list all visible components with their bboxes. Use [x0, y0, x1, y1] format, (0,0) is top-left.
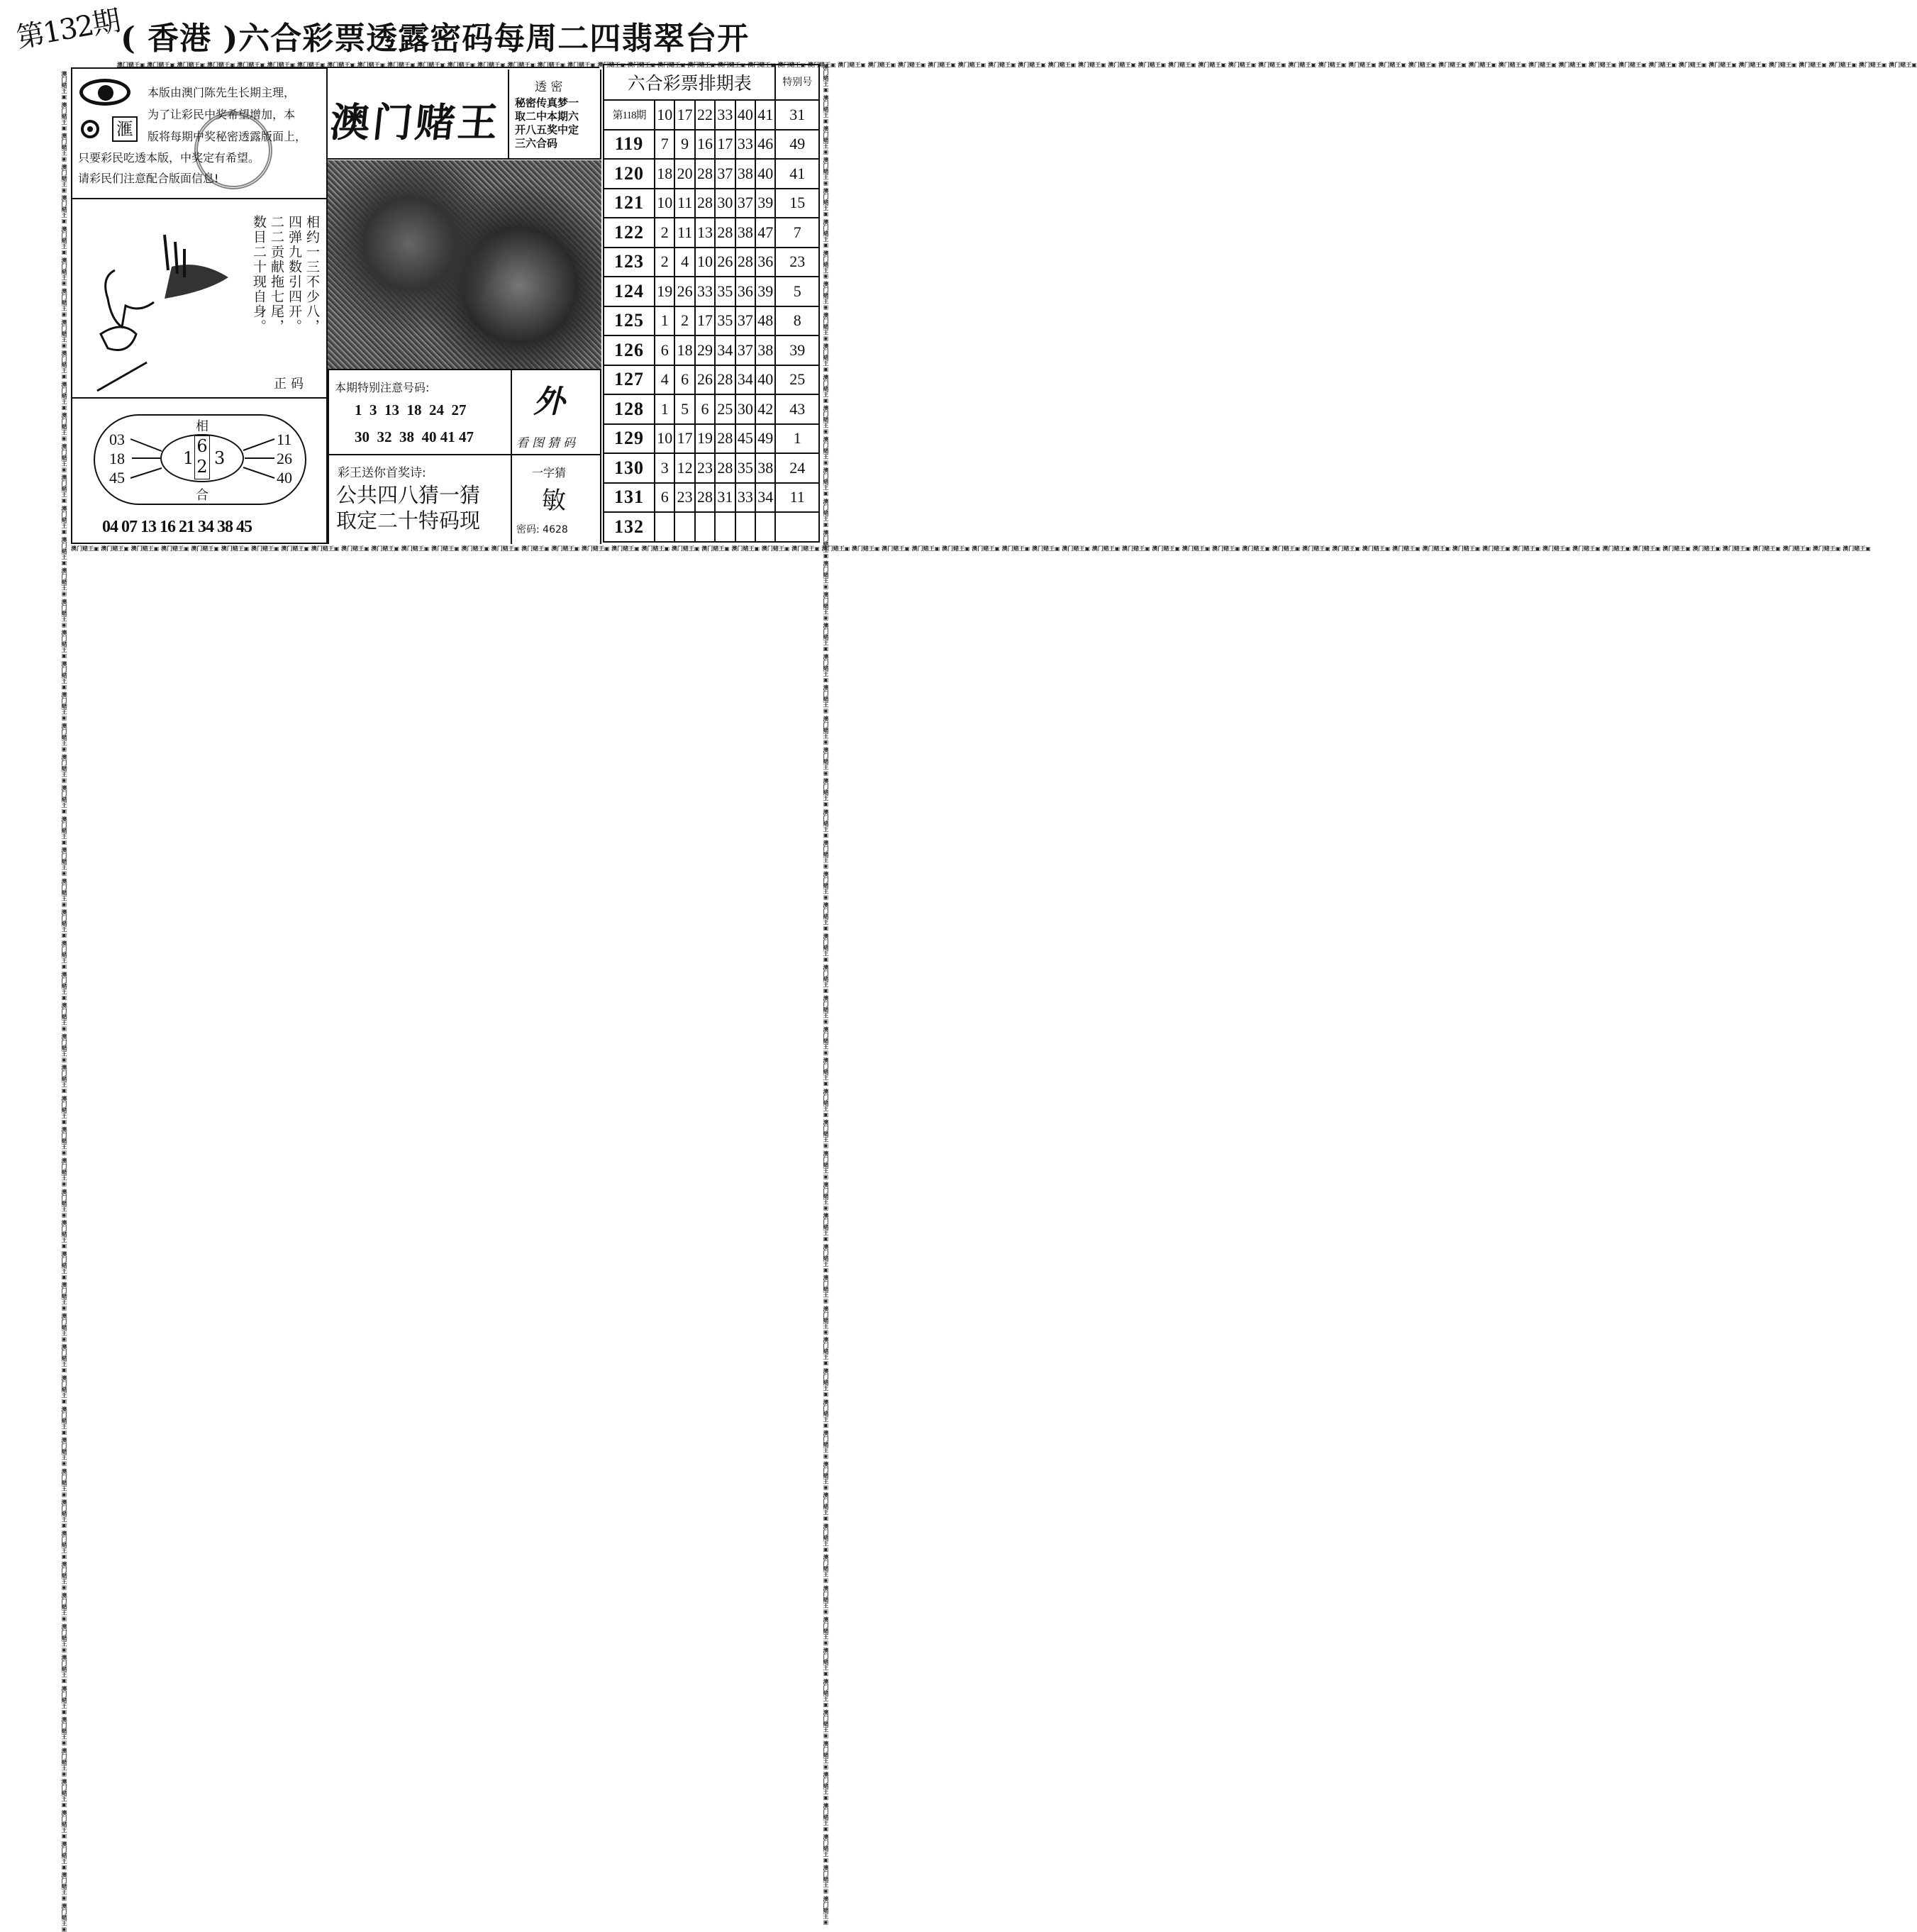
poem-column: 二二贡献拖七尾， [269, 215, 284, 334]
number-cell: 33 [715, 100, 735, 130]
center-box [194, 435, 210, 479]
eye-icon [79, 79, 130, 106]
number-cell: 17 [695, 306, 715, 336]
period-cell: 122 [604, 218, 655, 248]
number-cell: 18 [655, 159, 674, 189]
prize-poem-line: 取定二十特码现 [336, 509, 481, 533]
schedule-row [604, 335, 819, 365]
number-cell: 38 [755, 453, 775, 483]
number-cell: 41 [755, 100, 775, 130]
secret-panel [508, 70, 601, 160]
poem-column: 数目二十现自身。 [251, 215, 267, 334]
number-cell: 37 [715, 159, 735, 189]
number-cell: 5 [674, 394, 694, 424]
number-cell: 2 [655, 218, 674, 248]
special-number-cell: 15 [775, 189, 819, 218]
special-number-cell: 43 [775, 394, 819, 424]
number-cell: 3 [655, 453, 674, 483]
number-cell: 19 [695, 424, 715, 454]
number-cell: 18 [674, 335, 694, 365]
number-cell: 35 [715, 306, 735, 336]
period-cell: 130 [604, 453, 655, 483]
special-number-cell: 49 [775, 130, 819, 160]
border-strip-right: 澳门赌王▣ 澳门赌王▣ 澳门赌王▣ 澳门赌王▣ 澳门赌王▣ 澳门赌王▣ 澳门赌王▣ 澳门赌王▣ 澳门赌王▣ 澳门赌王▣ 澳门赌王▣ 澳门赌王▣ 澳门赌王▣ 澳门赌王▣ 澳门赌王▣ 澳门赌王▣ 澳门赌王▣ 澳门赌王▣ 澳门赌王▣ 澳门赌王▣ 澳门赌王▣ 澳门赌王▣ 澳门赌王▣ 澳门赌王▣ 澳门赌王▣ 澳门赌王▣ 澳门赌王▣ 澳门赌王▣ 澳门赌王▣ 澳门赌王▣ 澳门赌王▣ 澳门赌王▣ 澳门赌王▣ 澳门赌王▣ 澳门赌王▣ 澳门赌王▣ 澳门赌王▣ 澳门赌王▣ 澳门赌王▣ 澳门赌王▣ 澳门赌王▣ 澳门赌王▣ 澳门赌王▣ 澳门赌王▣ 澳门赌王▣ 澳门赌王▣ 澳门赌王▣ 澳门赌王▣ 澳门赌王▣ 澳门赌王▣ 澳门赌王▣ 澳门赌王▣ 澳门赌王▣ 澳门赌王▣ 澳门赌王▣ 澳门赌王▣ 澳门赌王▣ 澳门赌王▣ 澳门赌王▣ 澳门赌王▣ [823, 64, 829, 1926]
number-cell: 20 [674, 159, 694, 189]
intro-lines-top [148, 82, 325, 148]
border-strip-bottom: 澳门赌王▣ 澳门赌王▣ 澳门赌王▣ 澳门赌王▣ 澳门赌王▣ 澳门赌王▣ 澳门赌王▣ 澳门赌王▣ 澳门赌王▣ 澳门赌王▣ 澳门赌王▣ 澳门赌王▣ 澳门赌王▣ 澳门赌王▣ 澳门赌王▣ 澳门赌王▣ 澳门赌王▣ 澳门赌王▣ 澳门赌王▣ 澳门赌王▣ 澳门赌王▣ 澳门赌王▣ 澳门赌王▣ 澳门赌王▣ 澳门赌王▣ 澳门赌王▣ 澳门赌王▣ 澳门赌王▣ 澳门赌王▣ 澳门赌王▣ 澳门赌王▣ 澳门赌王▣ 澳门赌王▣ 澳门赌王▣ 澳门赌王▣ 澳门赌王▣ 澳门赌王▣ 澳门赌王▣ 澳门赌王▣ 澳门赌王▣ 澳门赌王▣ 澳门赌王▣ 澳门赌王▣ 澳门赌王▣ 澳门赌王▣ 澳门赌王▣ 澳门赌王▣ 澳门赌王▣ 澳门赌王▣ 澳门赌王▣ 澳门赌王▣ 澳门赌王▣ 澳门赌王▣ 澳门赌王▣ 澳门赌王▣ 澳门赌王▣ 澳门赌王▣ 澳门赌王▣ 澳门赌王▣ 澳门赌王▣ [71, 545, 1871, 552]
schedule-row [604, 306, 819, 336]
period-cell: 127 [604, 365, 655, 395]
schedule-row [604, 483, 819, 513]
number-cell [755, 512, 775, 542]
schedule-row [604, 365, 819, 395]
number-cell: 10 [655, 424, 674, 454]
cat-illustration [87, 213, 250, 384]
schedule-row [604, 189, 819, 218]
center-left-number: 1 [183, 448, 194, 468]
number-cell: 6 [655, 335, 674, 365]
intro-line: 为了让彩民中奖希望增加，本 [148, 108, 296, 121]
intro-line: 只要彩民吃透本版，中奖定有希望。 [78, 151, 260, 165]
picture-guess-glyph: 外 [533, 384, 565, 420]
number-cell: 1 [655, 306, 674, 336]
period-cell: 126 [604, 335, 655, 365]
number-cell: 39 [755, 189, 775, 218]
number-cell: 34 [715, 335, 735, 365]
number-cell: 30 [735, 394, 755, 424]
number-cell: 45 [735, 424, 755, 454]
number-cell: 16 [695, 130, 715, 160]
number-cell: 13 [695, 218, 715, 248]
number-cell: 26 [695, 365, 715, 395]
poem-panel [71, 198, 328, 399]
number-cell: 25 [715, 394, 735, 424]
period-cell: 125 [604, 306, 655, 336]
period-cell: 119 [604, 130, 655, 160]
target-icon [81, 120, 99, 138]
number-cell: 33 [735, 483, 755, 513]
period-cell: 132 [604, 512, 655, 542]
special-number-cell: 1 [775, 424, 819, 454]
poem-column: 相约一三不少八， [304, 215, 320, 334]
center-box-number: 6 [196, 436, 208, 456]
number-cell: 11 [674, 189, 694, 218]
schedule-title: 六合彩票排期表 [604, 65, 775, 100]
center-box-number: 2 [196, 457, 208, 477]
word-guess-char: 敏 [542, 487, 566, 515]
number-cell: 23 [695, 453, 715, 483]
period-cell: 第118期 [604, 100, 655, 130]
intro-panel [71, 67, 328, 199]
number-cell: 42 [755, 394, 775, 424]
schedule-row [604, 277, 819, 306]
period-cell: 121 [604, 189, 655, 218]
picture-guess-label: 看图猜码 [516, 436, 579, 450]
oval-numbers: 04 07 13 16 21 34 38 45 [102, 518, 252, 536]
number-cell: 36 [755, 248, 775, 277]
number-cell: 38 [755, 335, 775, 365]
number-cell: 23 [674, 483, 694, 513]
masthead-title: 澳门赌王 [328, 99, 504, 146]
oval-bottom-label: 合 [196, 488, 209, 503]
special-number-header: 特别号 [775, 65, 819, 100]
special-number-cell: 24 [775, 453, 819, 483]
number-cell: 10 [655, 189, 674, 218]
number-cell: 28 [715, 218, 735, 248]
number-cell: 36 [735, 277, 755, 306]
border-strip-top: 澳门赌王▣ 澳门赌王▣ 澳门赌王▣ 澳门赌王▣ 澳门赌王▣ 澳门赌王▣ 澳门赌王▣ 澳门赌王▣ 澳门赌王▣ 澳门赌王▣ 澳门赌王▣ 澳门赌王▣ 澳门赌王▣ 澳门赌王▣ 澳门赌王▣ 澳门赌王▣ 澳门赌王▣ 澳门赌王▣ 澳门赌王▣ 澳门赌王▣ 澳门赌王▣ 澳门赌王▣ 澳门赌王▣ 澳门赌王▣ 澳门赌王▣ 澳门赌王▣ 澳门赌王▣ 澳门赌王▣ 澳门赌王▣ 澳门赌王▣ 澳门赌王▣ 澳门赌王▣ 澳门赌王▣ 澳门赌王▣ 澳门赌王▣ 澳门赌王▣ 澳门赌王▣ 澳门赌王▣ 澳门赌王▣ 澳门赌王▣ 澳门赌王▣ 澳门赌王▣ 澳门赌王▣ 澳门赌王▣ 澳门赌王▣ 澳门赌王▣ 澳门赌王▣ 澳门赌王▣ 澳门赌王▣ 澳门赌王▣ 澳门赌王▣ 澳门赌王▣ 澳门赌王▣ 澳门赌王▣ 澳门赌王▣ 澳门赌王▣ 澳门赌王▣ 澳门赌王▣ 澳门赌王▣ 澳门赌王▣ [117, 62, 1917, 68]
schedule-row [604, 248, 819, 277]
prize-poem-title: 彩王送你首奖诗: [338, 466, 426, 480]
number-cell: 38 [735, 218, 755, 248]
schedule-row [604, 218, 819, 248]
number-cell: 4 [674, 248, 694, 277]
secret-line: 开八五奖中定 [515, 123, 579, 136]
prize-poem-panel [328, 454, 512, 544]
vertical-poem [250, 215, 321, 350]
number-cell: 37 [735, 335, 755, 365]
intro-line: 本版由澳门陈先生长期主理， [148, 86, 296, 99]
word-guess-code: 密码: 4628 [516, 524, 568, 535]
special-title: 本期特别注意号码: [335, 381, 430, 394]
prize-poem-line: 公共四八猜一猜 [336, 483, 481, 507]
number-cell: 22 [695, 100, 715, 130]
number-cell [735, 512, 755, 542]
special-number-cell: 23 [775, 248, 819, 277]
number-cell: 11 [674, 218, 694, 248]
period-cell: 131 [604, 483, 655, 513]
schedule-row [604, 453, 819, 483]
oval-top-label: 相 [196, 419, 209, 434]
number-cell: 31 [715, 483, 735, 513]
number-cell: 46 [755, 130, 775, 160]
number-cell: 49 [755, 424, 775, 454]
number-cell: 10 [695, 248, 715, 277]
number-cell: 9 [674, 130, 694, 160]
number-cell: 40 [755, 365, 775, 395]
photo-image [328, 160, 601, 369]
special-number-cell: 7 [775, 218, 819, 248]
poem-label: 正码 [274, 377, 308, 392]
picture-guess-panel [511, 369, 601, 455]
number-cell: 6 [695, 394, 715, 424]
number-cell: 40 [735, 100, 755, 130]
special-row-1: 1 3 13 18 24 27 [355, 401, 467, 418]
period-cell: 123 [604, 248, 655, 277]
number-cell: 28 [735, 248, 755, 277]
number-cell: 7 [655, 130, 674, 160]
period-cell: 128 [604, 394, 655, 424]
number-cell: 47 [755, 218, 775, 248]
number-cell: 34 [755, 483, 775, 513]
schedule-row [604, 512, 819, 542]
period-cell: 129 [604, 424, 655, 454]
number-cell: 29 [695, 335, 715, 365]
special-number-cell: 11 [775, 483, 819, 513]
border-strip-left: 澳门赌王▣ 澳门赌王▣ 澳门赌王▣ 澳门赌王▣ 澳门赌王▣ 澳门赌王▣ 澳门赌王▣ 澳门赌王▣ 澳门赌王▣ 澳门赌王▣ 澳门赌王▣ 澳门赌王▣ 澳门赌王▣ 澳门赌王▣ 澳门赌王▣ 澳门赌王▣ 澳门赌王▣ 澳门赌王▣ 澳门赌王▣ 澳门赌王▣ 澳门赌王▣ 澳门赌王▣ 澳门赌王▣ 澳门赌王▣ 澳门赌王▣ 澳门赌王▣ 澳门赌王▣ 澳门赌王▣ 澳门赌王▣ 澳门赌王▣ 澳门赌王▣ 澳门赌王▣ 澳门赌王▣ 澳门赌王▣ 澳门赌王▣ 澳门赌王▣ 澳门赌王▣ 澳门赌王▣ 澳门赌王▣ 澳门赌王▣ 澳门赌王▣ 澳门赌王▣ 澳门赌王▣ 澳门赌王▣ 澳门赌王▣ 澳门赌王▣ 澳门赌王▣ 澳门赌王▣ 澳门赌王▣ 澳门赌王▣ 澳门赌王▣ 澳门赌王▣ 澳门赌王▣ 澳门赌王▣ 澳门赌王▣ 澳门赌王▣ 澳门赌王▣ 澳门赌王▣ 澳门赌王▣ 澳门赌王▣ [61, 71, 67, 1932]
oval-panel [71, 397, 328, 544]
special-number-cell: 8 [775, 306, 819, 336]
number-cell: 34 [735, 365, 755, 395]
special-number-cell: 25 [775, 365, 819, 395]
secret-line: 取二中本期六 [515, 110, 579, 123]
number-cell: 28 [715, 424, 735, 454]
number-cell: 35 [715, 277, 735, 306]
number-cell: 28 [695, 189, 715, 218]
number-cell: 35 [735, 453, 755, 483]
number-cell: 26 [674, 277, 694, 306]
intro-line: 版将每期中奖秘密透露版面上， [148, 130, 307, 143]
period-cell: 120 [604, 159, 655, 189]
number-cell: 17 [715, 130, 735, 160]
number-cell: 19 [655, 277, 674, 306]
schedule-row [604, 394, 819, 424]
issue-number: 第132期 [13, 4, 122, 55]
number-cell: 4 [655, 365, 674, 395]
secret-line: 秘密传真梦一 [515, 96, 579, 109]
poem-column: 四弹九数引四开。 [287, 215, 302, 334]
schedule-row [604, 424, 819, 454]
number-cell: 30 [715, 189, 735, 218]
number-cell: 10 [655, 100, 674, 130]
special-number-cell: 5 [775, 277, 819, 306]
number-cell: 37 [735, 189, 755, 218]
schedule-table-wrap [603, 64, 821, 543]
center-right-number: 3 [214, 448, 226, 468]
schedule-row [604, 130, 819, 160]
schedule-row [604, 159, 819, 189]
special-numbers-panel [328, 369, 512, 455]
number-cell: 39 [755, 277, 775, 306]
right-number: 40 [277, 469, 292, 487]
number-cell: 28 [715, 453, 735, 483]
special-number-cell: 41 [775, 159, 819, 189]
period-cell: 124 [604, 277, 655, 306]
special-row-2: 30 32 38 40 41 47 [355, 428, 474, 445]
number-cell: 33 [735, 130, 755, 160]
number-cell: 6 [655, 483, 674, 513]
schedule-table [603, 64, 820, 543]
word-guess-title: 一字猜 [532, 466, 567, 479]
schedule-row [604, 100, 819, 130]
left-number: 03 [109, 431, 125, 448]
special-number-cell: 31 [775, 100, 819, 130]
number-cell: 6 [674, 365, 694, 395]
number-cell [655, 512, 674, 542]
right-number: 26 [277, 450, 292, 467]
number-cell: 28 [695, 159, 715, 189]
special-number-cell: 39 [775, 335, 819, 365]
secret-line: 三六合码 [515, 137, 558, 150]
number-cell: 28 [695, 483, 715, 513]
number-cell: 40 [755, 159, 775, 189]
masthead [326, 67, 508, 160]
secret-title: 透 密 [535, 80, 563, 94]
number-cell: 33 [695, 277, 715, 306]
intro-line: 请彩民们注意配合版面信息! [78, 172, 219, 185]
number-cell: 2 [655, 248, 674, 277]
number-cell: 26 [715, 248, 735, 277]
left-number: 45 [109, 469, 125, 487]
number-cell: 28 [715, 365, 735, 395]
left-number: 18 [109, 450, 125, 467]
schedule-header-row [604, 65, 819, 100]
number-cell: 1 [655, 394, 674, 424]
number-cell [695, 512, 715, 542]
word-guess-panel [512, 454, 601, 544]
stamp-glyph-icon: 滙 [112, 116, 138, 142]
special-number-cell [775, 512, 819, 542]
number-cell: 48 [755, 306, 775, 336]
number-cell: 17 [674, 100, 694, 130]
number-cell: 12 [674, 453, 694, 483]
number-cell: 17 [674, 424, 694, 454]
number-cell [715, 512, 735, 542]
number-cell [674, 512, 694, 542]
number-cell: 38 [735, 159, 755, 189]
headline: ( 香港 )六合彩票透露密码每周二四翡翠台开 [121, 21, 750, 57]
right-number: 11 [277, 431, 292, 448]
number-cell: 2 [674, 306, 694, 336]
number-cell: 37 [735, 306, 755, 336]
